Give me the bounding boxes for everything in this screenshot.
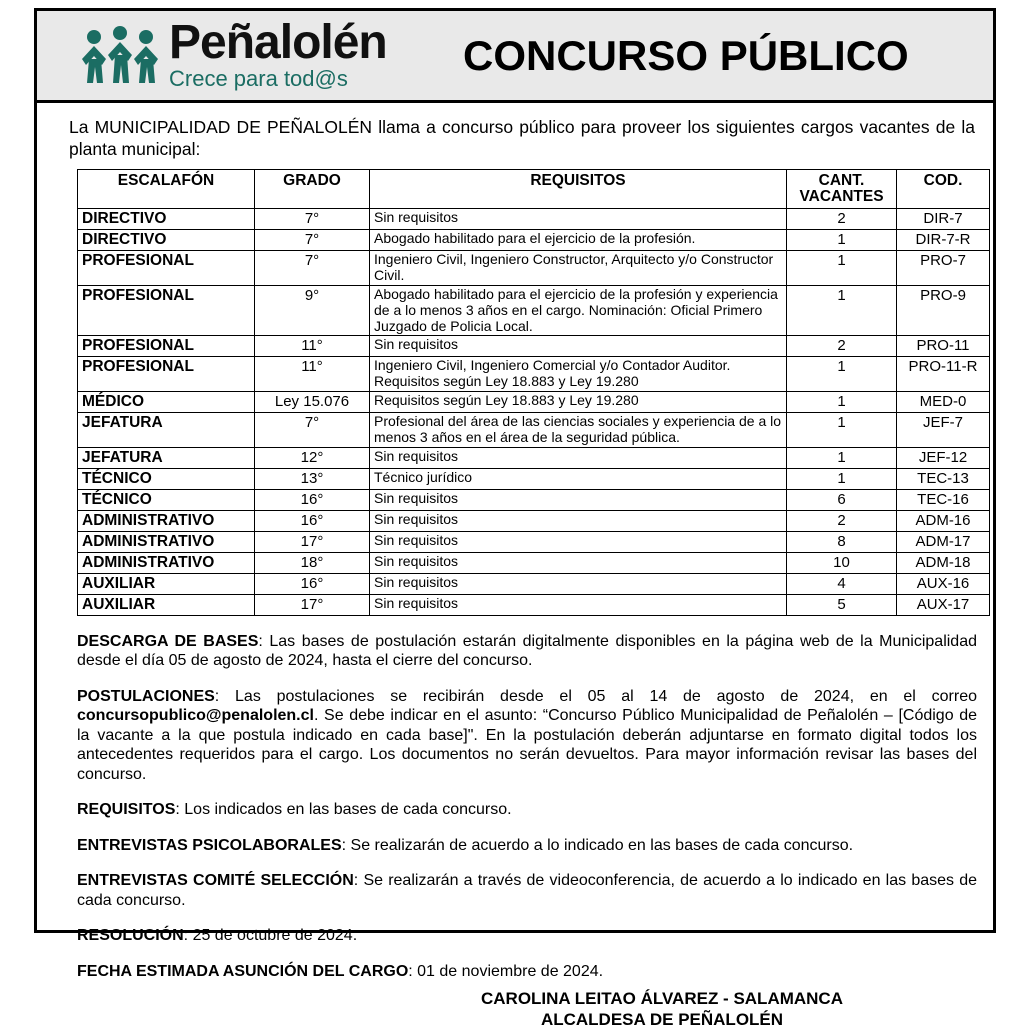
cell-escalafon: ADMINISTRATIVO bbox=[78, 531, 255, 552]
note-entrevistas-psico-text: : Se realizarán de acuerdo a lo indicado en las bases de cada concurso. bbox=[341, 836, 854, 854]
cell-escalafon: AUXILIAR bbox=[78, 573, 255, 594]
municipality-logo bbox=[77, 15, 387, 92]
cell-cantidad: 1 bbox=[787, 447, 897, 468]
cell-requisitos: Sin requisitos bbox=[370, 510, 787, 531]
cell-codigo: PRO-11-R bbox=[897, 357, 990, 392]
table-row bbox=[78, 510, 990, 531]
note-fecha-asuncion bbox=[77, 962, 977, 982]
note-entrevistas-comite-label: ENTREVISTAS COMITÉ SELECCIÓN bbox=[77, 872, 354, 890]
table-row bbox=[78, 357, 990, 392]
cell-cantidad: 1 bbox=[787, 412, 897, 447]
cell-escalafon: TÉCNICO bbox=[78, 468, 255, 489]
note-requisitos-label: REQUISITOS bbox=[77, 801, 176, 819]
note-descarga bbox=[77, 632, 977, 671]
contact-email[interactable]: concursopublico@penalolen.cl bbox=[77, 707, 314, 725]
cell-requisitos: Profesional del área de las ciencias sociales y experiencia de a lo menos 3 años en el área de la seguridad pública. bbox=[370, 412, 787, 447]
cell-grado: 7° bbox=[255, 230, 370, 251]
cell-requisitos: Sin requisitos bbox=[370, 489, 787, 510]
col-cantidad: CANT. VACANTES bbox=[787, 169, 897, 209]
cell-cantidad: 10 bbox=[787, 552, 897, 573]
cell-escalafon: MÉDICO bbox=[78, 391, 255, 412]
cell-requisitos: Sin requisitos bbox=[370, 336, 787, 357]
table-row bbox=[78, 285, 990, 335]
cell-cantidad: 1 bbox=[787, 391, 897, 412]
cell-escalafon: TÉCNICO bbox=[78, 489, 255, 510]
table-row bbox=[78, 531, 990, 552]
cell-requisitos: Ingeniero Civil, Ingeniero Comercial y/o Contador Auditor. Requisitos según Ley 18.883 y Ley 19.280 bbox=[370, 357, 787, 392]
cell-codigo: PRO-7 bbox=[897, 251, 990, 286]
cell-escalafon: PROFESIONAL bbox=[78, 357, 255, 392]
cell-cantidad: 1 bbox=[787, 285, 897, 335]
cell-cantidad: 8 bbox=[787, 531, 897, 552]
table-row bbox=[78, 412, 990, 447]
cell-cantidad: 1 bbox=[787, 468, 897, 489]
note-postulaciones bbox=[77, 687, 977, 785]
cell-grado: 17° bbox=[255, 531, 370, 552]
cell-escalafon: ADMINISTRATIVO bbox=[78, 510, 255, 531]
cell-codigo: AUX-16 bbox=[897, 573, 990, 594]
cell-codigo: AUX-17 bbox=[897, 594, 990, 615]
note-fecha-label: FECHA ESTIMADA ASUNCIÓN DEL CARGO bbox=[77, 962, 409, 980]
table-row bbox=[78, 336, 990, 357]
advert-title: CONCURSO PÚBLICO bbox=[463, 31, 909, 79]
cell-codigo: JEF-12 bbox=[897, 447, 990, 468]
cell-codigo: ADM-17 bbox=[897, 531, 990, 552]
cell-codigo: PRO-9 bbox=[897, 285, 990, 335]
logo-title: Peñalolén bbox=[169, 15, 387, 69]
table-row bbox=[78, 447, 990, 468]
cell-codigo: TEC-16 bbox=[897, 489, 990, 510]
cell-requisitos: Sin requisitos bbox=[370, 594, 787, 615]
table-row bbox=[78, 391, 990, 412]
advert-body bbox=[37, 103, 993, 1036]
cell-grado: 11° bbox=[255, 357, 370, 392]
cell-escalafon: PROFESIONAL bbox=[78, 285, 255, 335]
cell-grado: 7° bbox=[255, 251, 370, 286]
logo-subtitle: Crece para tod@s bbox=[169, 66, 348, 92]
cell-escalafon: DIRECTIVO bbox=[78, 230, 255, 251]
cell-grado: 16° bbox=[255, 489, 370, 510]
cell-codigo: JEF-7 bbox=[897, 412, 990, 447]
cell-grado: 16° bbox=[255, 510, 370, 531]
note-requisitos-text: : Los indicados en las bases de cada concurso. bbox=[175, 801, 512, 819]
cell-cantidad: 1 bbox=[787, 230, 897, 251]
cell-escalafon: JEFATURA bbox=[78, 412, 255, 447]
cell-codigo: ADM-16 bbox=[897, 510, 990, 531]
cell-codigo: PRO-11 bbox=[897, 336, 990, 357]
note-postulaciones-label: POSTULACIONES bbox=[77, 687, 215, 705]
table-row bbox=[78, 552, 990, 573]
table-row bbox=[78, 594, 990, 615]
note-resolucion-label: RESOLUCIÓN bbox=[77, 927, 184, 945]
advert-frame bbox=[34, 8, 996, 1029]
cell-grado: 17° bbox=[255, 594, 370, 615]
note-postulaciones-text-2: . Se debe indicar en el asunto: “Concurso Público Municipalidad de Peñalolén – [Código de la vacante a la que postula indicado en cada base]". En la postulación deberán adjuntarse en formato digital todos los antecedentes requeridos para el cargo. Los documentos no serán devueltos. Para mayor información revisar las bases del concurso. bbox=[77, 707, 977, 783]
note-entrevistas-comite-text: : Se realizarán a través de videoconferencia, de acuerdo a lo indicado en las bases de cada concurso. bbox=[77, 872, 978, 909]
cell-cantidad: 1 bbox=[787, 251, 897, 286]
note-descarga-label: DESCARGA DE BASES bbox=[77, 632, 259, 650]
table-row bbox=[78, 209, 990, 230]
cell-requisitos: Ingeniero Civil, Ingeniero Constructor, Arquitecto y/o Constructor Civil. bbox=[370, 251, 787, 286]
col-escalafon: ESCALAFÓN bbox=[78, 169, 255, 209]
note-resolucion-text: : 25 de octubre de 2024. bbox=[183, 927, 358, 945]
cell-cantidad: 1 bbox=[787, 357, 897, 392]
note-entrevistas-psico-label: ENTREVISTAS PSICOLABORALES bbox=[77, 836, 342, 854]
table-row bbox=[78, 573, 990, 594]
note-fecha-text: : 01 de noviembre de 2024. bbox=[408, 962, 604, 980]
signature-name: CAROLINA LEITAO ÁLVAREZ - SALAMANCA bbox=[480, 989, 843, 1009]
cell-requisitos: Requisitos según Ley 18.883 y Ley 19.280 bbox=[370, 391, 787, 412]
cell-requisitos: Sin requisitos bbox=[370, 573, 787, 594]
table-row bbox=[78, 251, 990, 286]
cell-grado: 13° bbox=[255, 468, 370, 489]
cell-escalafon: AUXILIAR bbox=[78, 594, 255, 615]
note-entrevistas-psicolaborales bbox=[77, 836, 977, 856]
col-codigo: COD. bbox=[897, 169, 990, 209]
note-descarga-text: : Las bases de postulación estarán digitalmente disponibles en la página web de la Municipalidad desde el día 05 de agosto de 2024, hasta el cierre del concurso. bbox=[77, 632, 977, 670]
advert-header bbox=[37, 11, 993, 103]
table-header-row bbox=[78, 169, 990, 209]
vacancies-table bbox=[77, 169, 990, 616]
cell-escalafon: DIRECTIVO bbox=[78, 209, 255, 230]
cell-grado: 7° bbox=[255, 209, 370, 230]
cell-codigo: TEC-13 bbox=[897, 468, 990, 489]
table-body bbox=[78, 209, 990, 615]
cell-cantidad: 2 bbox=[787, 510, 897, 531]
cell-cantidad: 2 bbox=[787, 209, 897, 230]
notes-section bbox=[77, 632, 977, 982]
note-resolucion bbox=[77, 926, 977, 946]
table-row bbox=[78, 230, 990, 251]
col-requisitos: REQUISITOS bbox=[370, 169, 787, 209]
cell-grado: Ley 15.076 bbox=[255, 391, 370, 412]
intro-paragraph: La MUNICIPALIDAD DE PEÑALOLÉN llama a concurso público para proveer los siguientes cargos vacantes de la planta municipal: bbox=[69, 117, 975, 159]
cell-cantidad: 2 bbox=[787, 336, 897, 357]
note-requisitos bbox=[77, 800, 977, 820]
cell-codigo: MED-0 bbox=[897, 391, 990, 412]
cell-grado: 11° bbox=[255, 336, 370, 357]
signature-role: ALCALDESA DE PEÑALOLÉN bbox=[540, 1009, 784, 1029]
cell-cantidad: 5 bbox=[787, 594, 897, 615]
cell-requisitos: Técnico jurídico bbox=[370, 468, 787, 489]
cell-grado: 18° bbox=[255, 552, 370, 573]
logo-wordmark bbox=[169, 15, 387, 92]
cell-requisitos: Sin requisitos bbox=[370, 447, 787, 468]
cell-codigo: ADM-18 bbox=[897, 552, 990, 573]
cell-requisitos: Abogado habilitado para el ejercicio de la profesión y experiencia de a lo menos 3 años en el cargo. Nominación: Oficial Primero Juzgado de Policia Local. bbox=[370, 285, 787, 335]
cell-escalafon: PROFESIONAL bbox=[78, 251, 255, 286]
cell-grado: 7° bbox=[255, 412, 370, 447]
cell-grado: 12° bbox=[255, 447, 370, 468]
cell-codigo: DIR-7-R bbox=[897, 230, 990, 251]
table-row bbox=[78, 489, 990, 510]
three-people-figures-icon bbox=[77, 25, 163, 87]
cell-codigo: DIR-7 bbox=[897, 209, 990, 230]
cell-grado: 9° bbox=[255, 285, 370, 335]
cell-cantidad: 6 bbox=[787, 489, 897, 510]
cell-escalafon: JEFATURA bbox=[78, 447, 255, 468]
cell-requisitos: Sin requisitos bbox=[370, 531, 787, 552]
cell-requisitos: Sin requisitos bbox=[370, 552, 787, 573]
table-row bbox=[78, 468, 990, 489]
cell-requisitos: Abogado habilitado para el ejercicio de la profesión. bbox=[370, 230, 787, 251]
cell-escalafon: PROFESIONAL bbox=[78, 336, 255, 357]
note-entrevistas-comite bbox=[77, 871, 977, 910]
cell-cantidad: 4 bbox=[787, 573, 897, 594]
note-postulaciones-text-1: : Las postulaciones se recibirán desde el 05 al 14 de agosto de 2024, en el correo bbox=[214, 687, 977, 705]
cell-escalafon: ADMINISTRATIVO bbox=[78, 552, 255, 573]
signature-block bbox=[69, 989, 975, 1030]
cell-grado: 16° bbox=[255, 573, 370, 594]
cell-requisitos: Sin requisitos bbox=[370, 209, 787, 230]
col-grado: GRADO bbox=[255, 169, 370, 209]
